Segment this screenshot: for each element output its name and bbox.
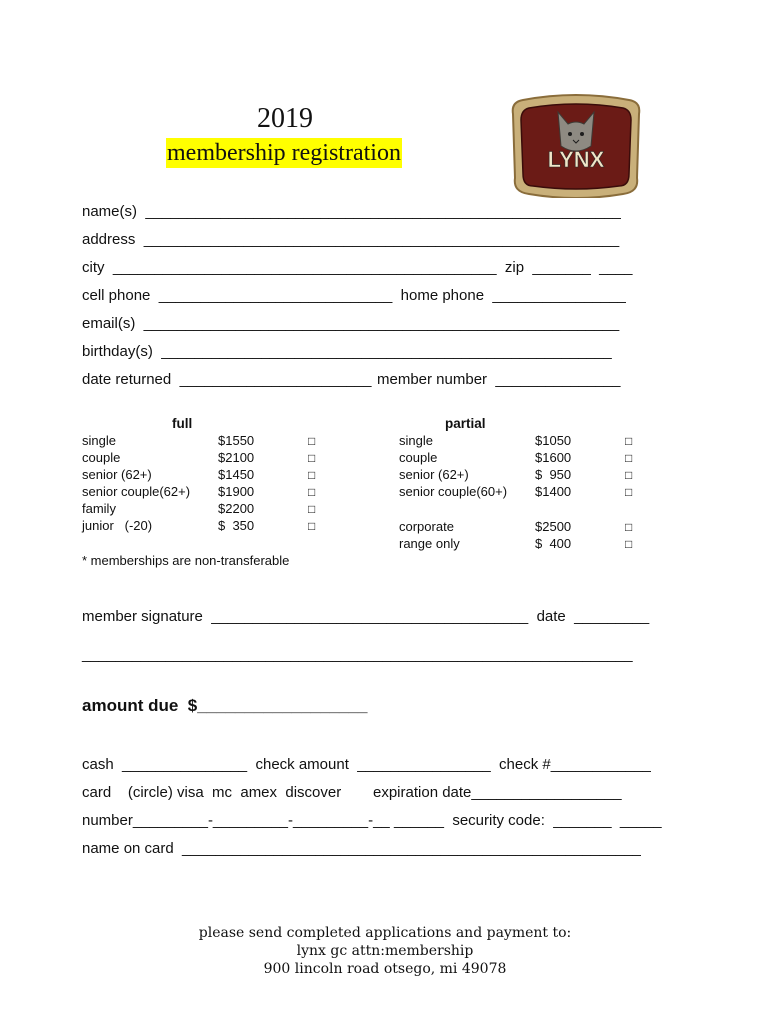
logo-text: LYNX	[547, 147, 605, 172]
membership-checkbox[interactable]: □	[308, 519, 316, 533]
membership-price: $1050	[535, 433, 572, 448]
membership-checkbox[interactable]: □	[308, 451, 316, 465]
lynx-logo	[502, 76, 632, 180]
footer-address: 900 lincoln road otsego, mi 49078	[263, 961, 507, 977]
membership-price: $1550	[218, 433, 255, 448]
membership-checkbox[interactable]: □	[625, 520, 633, 534]
membership-checkbox[interactable]: □	[308, 502, 316, 516]
membership-price: $ 950	[535, 467, 572, 482]
membership-label: junior (-20)	[82, 518, 153, 533]
membership-price: $1450	[218, 467, 255, 482]
form-title: membership registration	[167, 140, 401, 166]
address-field[interactable]: address _________________________________________________________	[82, 231, 620, 248]
membership-checkbox[interactable]: □	[308, 485, 316, 499]
signature-blank-line[interactable]: __________________________________________________________________	[82, 646, 633, 663]
membership-checkbox[interactable]: □	[625, 468, 633, 482]
membership-price: $2500	[535, 519, 572, 534]
membership-checkbox[interactable]: □	[625, 537, 633, 551]
full-header: full	[172, 416, 193, 431]
membership-label: senior couple(62+)	[82, 484, 191, 499]
membership-checkbox[interactable]: □	[625, 434, 633, 448]
membership-price: $ 350	[218, 518, 255, 533]
membership-label: range only	[399, 536, 460, 551]
date-returned-field[interactable]: date returned _______________________	[82, 371, 372, 388]
membership-checkbox[interactable]: □	[625, 451, 633, 465]
cash-check-field[interactable]: cash _______________ check amount ________________ check #____________	[82, 756, 651, 773]
membership-label: family	[82, 501, 116, 516]
footer-instructions: please send completed applications and payment to:	[198, 925, 572, 941]
membership-label: corporate	[399, 519, 454, 534]
member-signature-field[interactable]: member signature ______________________________________ date _________	[82, 608, 650, 625]
membership-label: couple	[399, 450, 438, 465]
card-number-field[interactable]: number_________-_________-_________-__ ______ security code: _______ _____	[82, 812, 662, 829]
membership-label: single	[82, 433, 116, 448]
city-zip-field[interactable]: city ______________________________________________ zip _______ ____	[82, 259, 633, 276]
phone-field[interactable]: cell phone ____________________________ home phone ________________	[82, 287, 626, 304]
transfer-note: * memberships are non-transferable	[82, 553, 290, 568]
birthday-field[interactable]: birthday(s) ______________________________________________________	[82, 343, 612, 360]
form-year: 2019	[257, 103, 313, 134]
membership-label: senior (62+)	[82, 467, 152, 482]
membership-checkbox[interactable]: □	[308, 434, 316, 448]
membership-label: senior couple(60+)	[399, 484, 508, 499]
names-field[interactable]: name(s) _________________________________________________________	[82, 203, 621, 220]
membership-price: $1400	[535, 484, 572, 499]
membership-label: single	[399, 433, 433, 448]
membership-checkbox[interactable]: □	[308, 468, 316, 482]
membership-price: $1600	[535, 450, 572, 465]
membership-label: senior (62+)	[399, 467, 469, 482]
email-field[interactable]: email(s) _________________________________________________________	[82, 315, 620, 332]
card-type-field[interactable]: card (circle) visa mc amex discover	[82, 784, 342, 801]
membership-label: couple	[82, 450, 121, 465]
membership-price: $2200	[218, 501, 255, 516]
name-on-card-field[interactable]: name on card _______________________________________________________	[82, 840, 641, 857]
member-number-field[interactable]: member number _______________	[377, 371, 621, 388]
membership-checkbox[interactable]: □	[625, 485, 633, 499]
amount-due-field[interactable]: amount due $__________________	[82, 696, 368, 715]
membership-price: $2100	[218, 450, 255, 465]
membership-price: $ 400	[535, 536, 572, 551]
membership-price: $1900	[218, 484, 255, 499]
footer-recipient: lynx gc attn:membership	[296, 943, 474, 959]
partial-header: partial	[445, 416, 486, 431]
expiration-field[interactable]: expiration date__________________	[373, 784, 622, 801]
